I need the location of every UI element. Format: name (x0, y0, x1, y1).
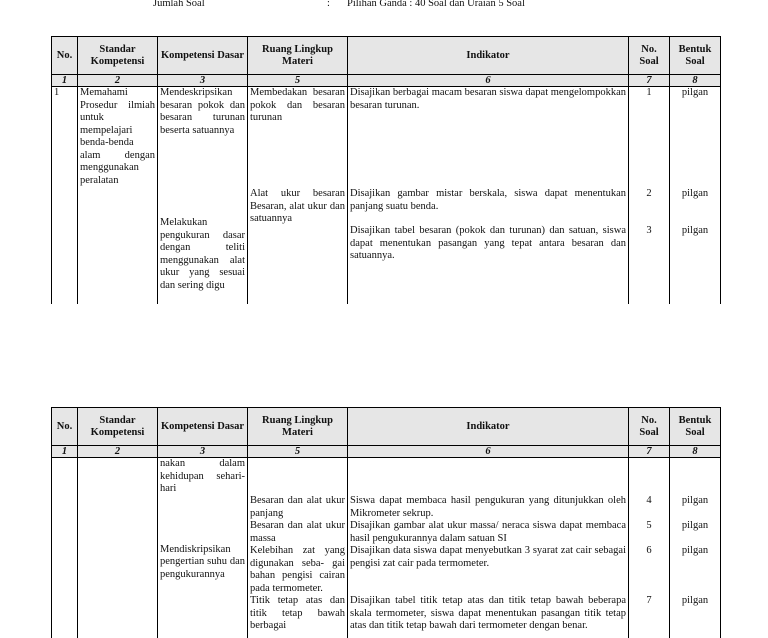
no-soal-item: 3 (646, 225, 652, 236)
header-bentuk-soal: Bentuk Soal (670, 408, 721, 446)
indikator-item: Disajikan gambar alat ukur massa/ neraca siswa dapat membaca hasil pengukurannya dalam satuan SI (350, 520, 626, 544)
no-soal-cell (629, 458, 670, 638)
no-soal-item: 4 (646, 495, 652, 506)
column-number-row (52, 446, 721, 458)
no-soal-item: 1 (646, 87, 652, 98)
kompetensi-dasar-2: Melakukan pengukuran dasar dengan teliti menggunakan alat ukur yang sesuai dan sering digu (160, 217, 245, 291)
kisi-kisi-table-2 (51, 407, 721, 638)
jumlah-soal-colon: : (327, 0, 330, 9)
indikator-item: Disajikan gambar mistar berskala, siswa dapat menentukan panjang suatu benda. (350, 188, 626, 212)
indikator-item: Disajikan data siswa dapat menyebutkan 3 syarat zat cair sebagai pengisi zat cair pada termometer. (350, 545, 626, 569)
indikator-item: Siswa dapat membaca hasil pengukuran yang ditunjukkan oleh Mikrometer sekrup. (350, 495, 626, 519)
jumlah-soal-line (0, 0, 768, 12)
jumlah-soal-label: Jumlah Soal (153, 0, 205, 9)
colnum: 8 (670, 446, 721, 458)
indikator-item: Disajikan berbagai macam besaran siswa dapat mengelompokkan besaran turunan. (350, 87, 626, 111)
ruang-lingkup-cell (248, 458, 348, 638)
header-no: No. (52, 408, 78, 446)
colnum: 3 (158, 75, 248, 87)
standar-kompetensi-cell (78, 458, 158, 638)
header-bentuk-soal: Bentuk Soal (670, 37, 721, 75)
bentuk-soal-item: pilgan (681, 188, 709, 199)
bentuk-soal-item: pilgan (681, 87, 709, 98)
no-soal-cell (629, 87, 670, 304)
table-header-row (52, 408, 721, 446)
header-kompetensi-dasar: Kompetensi Dasar (158, 408, 248, 446)
header-indikator: Indikator (348, 37, 629, 75)
table-row (52, 87, 721, 304)
bentuk-soal-item: pilgan (681, 520, 709, 531)
bentuk-soal-item: pilgan (681, 595, 709, 606)
colnum: 1 (52, 75, 78, 87)
header-no-soal: No. Soal (629, 408, 670, 446)
colnum: 1 (52, 446, 78, 458)
colnum: 2 (78, 446, 158, 458)
ruang-lingkup-item: Alat ukur besaran Besaran, alat ukur dan satuannya (250, 188, 345, 224)
header-ruang-lingkup: Ruang Lingkup Materi (248, 408, 348, 446)
bentuk-soal-item: pilgan (681, 495, 709, 506)
kompetensi-dasar-cell (158, 458, 248, 638)
no-soal-item: 7 (646, 595, 652, 606)
no-soal-item: 2 (646, 188, 652, 199)
indikator-item: Disajikan tabel besaran (pokok dan turunan) dan satuan, siswa dapat menentukan pasangan yang tepat antara besaran dan satuannya. (350, 225, 626, 261)
colnum: 6 (348, 446, 629, 458)
table-header-row (52, 37, 721, 75)
header-ruang-lingkup: Ruang Lingkup Materi (248, 37, 348, 75)
bentuk-soal-item: pilgan (681, 545, 709, 556)
colnum: 6 (348, 75, 629, 87)
jumlah-soal-value: Pilihan Ganda : 40 Soal dan Uraian 5 Soal (347, 0, 525, 9)
row-number (52, 458, 78, 638)
table-row (52, 458, 721, 638)
header-standar-kompetensi: Standar Kompetensi (78, 408, 158, 446)
colnum: 5 (248, 75, 348, 87)
ruang-lingkup-item: Besaran dan alat ukur massa (250, 520, 345, 544)
kisi-kisi-table-1 (51, 36, 721, 304)
colnum: 3 (158, 446, 248, 458)
colnum: 7 (629, 446, 670, 458)
bentuk-soal-item: pilgan (681, 225, 709, 236)
kompetensi-dasar-3: Mendiskripsikan pengertian suhu dan pengukurannya (160, 543, 245, 580)
colnum: 7 (629, 75, 670, 87)
kompetensi-dasar-1: Mendeskripsikan besaran pokok dan besaran turunan beserta satuannya (160, 87, 245, 136)
bentuk-soal-cell (670, 87, 721, 304)
colnum: 8 (670, 75, 721, 87)
bentuk-soal-cell (670, 458, 721, 638)
ruang-lingkup-cell (248, 87, 348, 304)
indikator-cell (348, 458, 629, 638)
indikator-cell (348, 87, 629, 304)
ruang-lingkup-item: Membedakan besaran pokok dan besaran turunan (250, 87, 345, 123)
kompetensi-dasar-cell (158, 87, 248, 304)
column-number-row (52, 75, 721, 87)
colnum: 2 (78, 75, 158, 87)
header-indikator: Indikator (348, 408, 629, 446)
colnum: 5 (248, 446, 348, 458)
header-standar-kompetensi: Standar Kompetensi (78, 37, 158, 75)
ruang-lingkup-item: Kelebihan zat yang digunakan seba- gai bahan pengisi cairan pada termometer. (250, 545, 345, 594)
ruang-lingkup-item: Titik tetap atas dan titik tetap bawah berbagai (250, 595, 345, 631)
kompetensi-dasar-continued: nakan dalam kehidupan sehari-hari (160, 458, 245, 494)
standar-kompetensi-cell: Memahami Prosedur ilmiah untuk mempelajari benda-benda alam dengan menggunakan peralatan (78, 87, 158, 304)
header-kompetensi-dasar: Kompetensi Dasar (158, 37, 248, 75)
no-soal-item: 5 (646, 520, 652, 531)
header-no-soal: No. Soal (629, 37, 670, 75)
indikator-item: Disajikan tabel titik tetap atas dan titik tetap bawah beberapa skala termometer, siswa dapat menentukan pasangan titik tetap atas dan titik tetap bawah dari termometer dengan benar. (350, 595, 626, 631)
ruang-lingkup-item: Besaran dan alat ukur panjang (250, 495, 345, 519)
no-soal-item: 6 (646, 545, 652, 556)
header-no: No. (52, 37, 78, 75)
row-number: 1 (52, 87, 78, 304)
